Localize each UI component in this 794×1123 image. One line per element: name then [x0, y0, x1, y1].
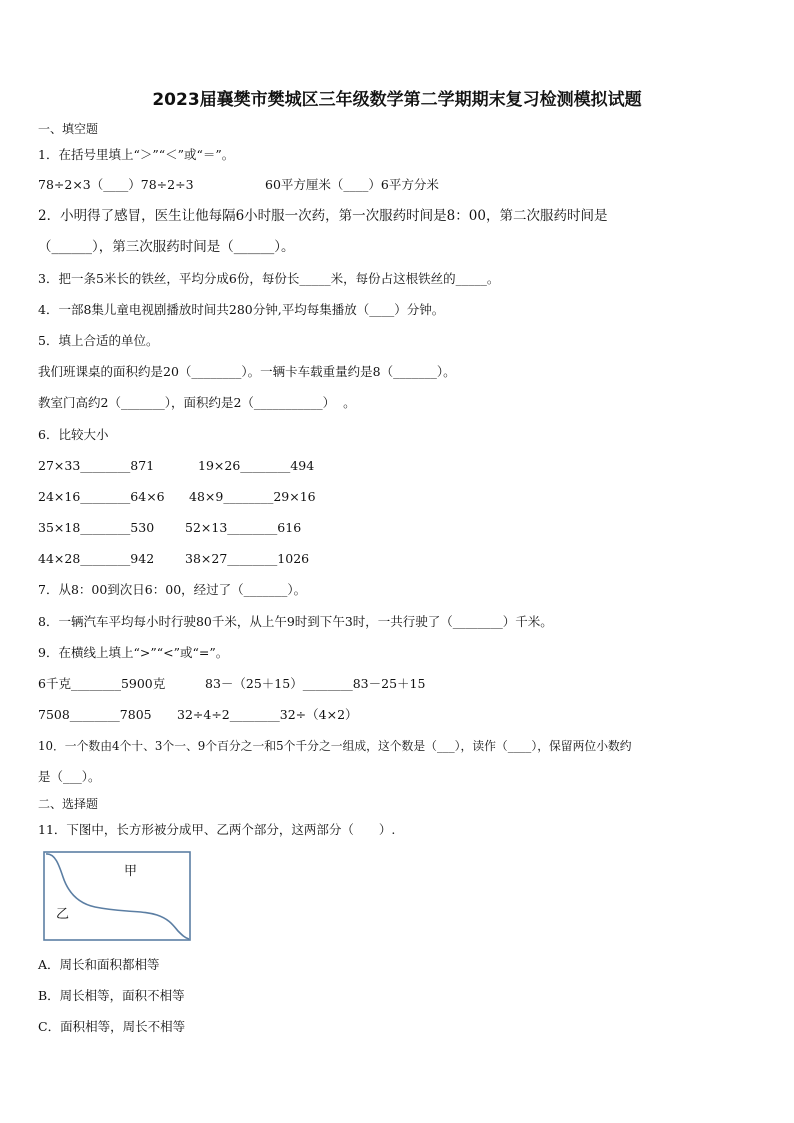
question-5: 5．填上合适的单位。	[38, 333, 159, 348]
question-1-part-a: 78÷2×3（____）78÷2÷3	[38, 177, 194, 192]
question-9-row-2-right: 32÷4÷2________32÷（4×2）	[177, 707, 358, 722]
question-3: 3．把一条5米长的铁丝，平均分成6份，每份长_____米，每份占这根铁丝的_____。	[38, 271, 500, 286]
option-a: A．周长和面积都相等	[38, 957, 160, 972]
question-2-line-2: （______），第三次服药时间是（______）。	[38, 239, 295, 255]
question-9-row-1-left: 6千克________5900克	[38, 676, 166, 691]
question-6-row-1-right: 19×26________494	[198, 458, 315, 473]
question-5-line-1: 我们班课桌的面积约是20（________）。一辆卡车载重量约是8（_______）。	[38, 364, 456, 379]
question-1: 1．在括号里填上“＞”“＜”或“＝”。	[38, 147, 235, 162]
question-7: 7．从8：00到次日6：00，经过了（_______）。	[38, 582, 307, 597]
question-4: 4．一部8集儿童电视剧播放时间共280分钟,平均每集播放（____）分钟。	[38, 302, 445, 317]
dividing-curve	[46, 854, 189, 939]
page-title: 2023届襄樊市樊城区三年级数学第二学期期末复习检测模拟试题	[152, 90, 642, 110]
question-6-row-2-left: 24×16________64×6	[38, 489, 165, 504]
section-heading-fill-blank: 一、填空题	[38, 122, 99, 136]
question-5-line-2: 教室门高约2（_______），面积约是2（___________） 。	[38, 395, 356, 410]
rectangle-divided-figure-svg	[43, 851, 191, 941]
question-6-row-4-right: 38×27________1026	[185, 551, 310, 566]
question-1-part-b: 60平方厘米（____）6平方分米	[265, 177, 439, 192]
question-6-row-3-left: 35×18________530	[38, 520, 155, 535]
question-6-row-4-left: 44×28________942	[38, 551, 155, 566]
question-6: 6．比较大小	[38, 427, 109, 442]
region-label-yi: 乙	[56, 907, 70, 922]
question-10-line-2: 是（___）。	[38, 769, 101, 784]
question-10-line-1: 10．一个数由4个十、3个一、9个百分之一和5个千分之一组成，这个数是（___），读作（____），保留两位小数约	[38, 739, 632, 753]
option-c: C．面积相等，周长不相等	[38, 1019, 186, 1034]
question-6-row-3-right: 52×13________616	[185, 520, 302, 535]
option-b: B．周长相等，面积不相等	[38, 988, 185, 1003]
question-11: 11．下图中，长方形被分成甲、乙两个部分，这两部分（ ）.	[38, 822, 396, 837]
question-9-row-1-right: 83－（25＋15）________83－25＋15	[205, 676, 426, 691]
rectangle-outline	[44, 852, 190, 940]
question-8: 8．一辆汽车平均每小时行驶80千米，从上午9时到下午3时，一共行驶了（________）千米。	[38, 614, 553, 629]
question-6-row-1-left: 27×33________871	[38, 458, 155, 473]
region-label-jia: 甲	[124, 864, 138, 879]
question-2-line-1: 2．小明得了感冒，医生让他每隔6小时服一次药，第一次服药时间是8：00，第二次服药时间是	[38, 208, 608, 224]
section-heading-multiple-choice: 二、选择题	[38, 797, 99, 811]
question-9-row-2-left: 7508________7805	[38, 707, 152, 722]
question-6-row-2-right: 48×9________29×16	[189, 489, 316, 504]
rectangle-divided-figure	[43, 851, 191, 941]
question-9: 9．在横线上填上“>”“<”或“=”。	[38, 645, 229, 660]
